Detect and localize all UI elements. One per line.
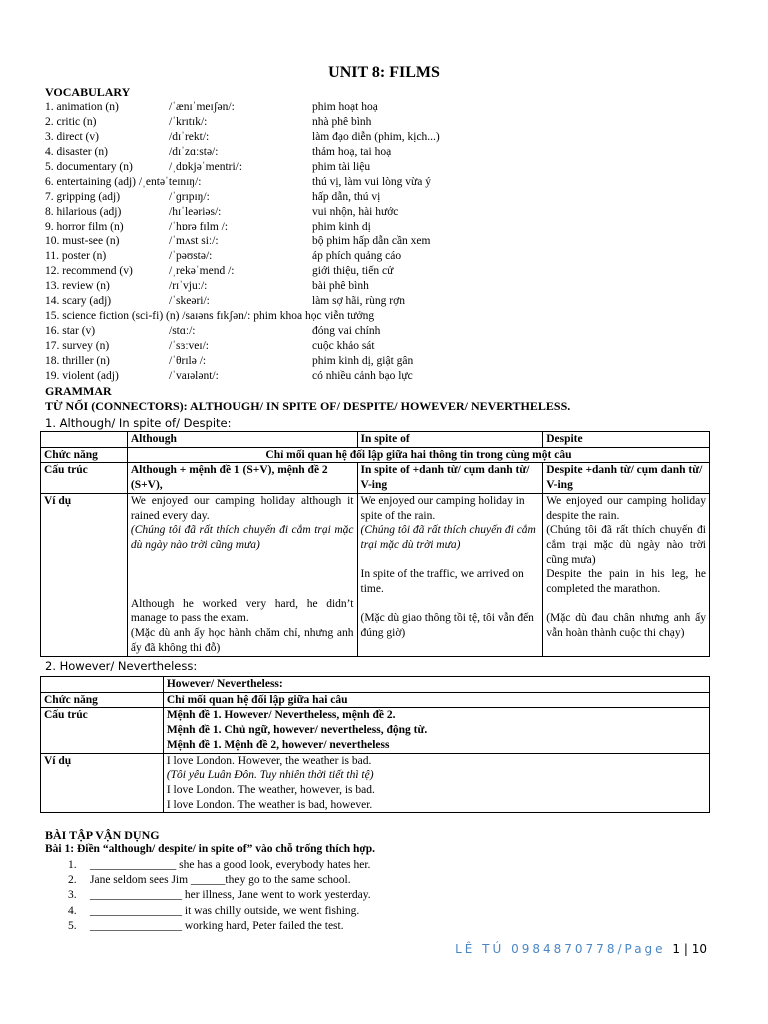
vocab-word: 2. critic (n) [45, 115, 97, 128]
vocab-ipa: /ˈmʌst siː/: [169, 235, 219, 248]
vocab-meaning: phim kinh dị [312, 220, 371, 233]
vocab-meaning: có nhiều cảnh bạo lực [312, 369, 413, 382]
example-sentence: Although he worked very hard, he didn’t manage to pass the exam. [130, 597, 354, 625]
function-label: Chức năng [41, 692, 164, 708]
vocab-item [45, 279, 725, 294]
exercise-text: Jane seldom sees Jim ______they go to the same school. [90, 874, 351, 887]
vocab-meaning: giới thiệu, tiến cử [312, 265, 394, 278]
footer-total-pages: 10 [691, 942, 707, 956]
exercises-heading: BÀI TẬP VẬN DỤNG [45, 828, 160, 842]
vocab-ipa: /stɑː/: [169, 325, 196, 338]
example-translation: (Mặc dù anh ấy học hành chăm chỉ, nhưng anh ấy đã không thi đỗ) [130, 627, 354, 654]
section2-subheading: 2. However/ Nevertheless: [45, 659, 198, 673]
vocab-item [45, 234, 725, 249]
example-sentence: We enjoyed our camping holiday in spite of the rain. [360, 494, 525, 522]
vocab-item [45, 175, 725, 190]
table-row [41, 753, 710, 813]
example-translation: (Tôi yêu Luân Đôn. Tuy nhiên thời tiết thì tệ) [166, 769, 374, 782]
vocab-item [45, 220, 725, 235]
vocab-ipa: /dɪˈzɑːstə/: [169, 145, 219, 158]
vocab-item [45, 100, 725, 115]
vocab-word: 7. gripping (adj) [45, 190, 121, 203]
vocab-ipa: /rɪˈvjuː/: [169, 280, 208, 293]
vocab-meaning: hấp dẫn, thú vị [312, 190, 381, 203]
vocab-ipa: /ˈpəʊstə/: [169, 250, 213, 263]
grammar-heading: GRAMMAR [45, 384, 112, 398]
connectors-heading: TỪ NỐI (CONNECTORS): ALTHOUGH/ IN SPITE OF/ DESPITE/ HOWEVER/ NEVERTHELESS. [45, 399, 571, 413]
table-row [41, 677, 710, 693]
structure-cell [163, 708, 709, 753]
vocab-meaning: đóng vai chính [312, 325, 381, 338]
example-sentence: In spite of the traffic, we arrived on time. [360, 568, 524, 596]
vocab-meaning: phim kinh dị, giật gân [312, 354, 414, 367]
vocab-ipa: /ˌdɒkjəˈmentri/: [169, 160, 243, 173]
vocab-word: 8. hilarious (adj) [45, 205, 122, 218]
example-translation: (Chúng tôi đã rất thích chuyến đi cắm trại mặc dù ngày nào trời cũng mưa) [546, 524, 706, 566]
structure-label: Cấu trúc [41, 463, 128, 493]
page-footer [455, 942, 707, 956]
header-in-spite-of: In spite of [357, 432, 543, 448]
footer-page-number: 1 [672, 942, 681, 956]
vocab-word: 5. documentary (n) [45, 160, 133, 173]
table-row [41, 493, 710, 656]
example-sentence: We enjoyed our camping holiday although it rained every day. [130, 494, 354, 522]
example-despite [543, 493, 710, 656]
example-sentence: I love London. However, the weather is bad. [166, 754, 372, 767]
vocab-ipa: /hɪˈleəriəs/: [169, 205, 222, 218]
vocab-ipa: /dɪˈrekt/: [169, 130, 210, 143]
example-label: Ví dụ [41, 493, 128, 656]
vocab-word: 15. science fiction (sci-fi) (n) /saɪəns fɪkʃən/: phim khoa học viễn tưởng [45, 310, 375, 323]
structure-despite: Despite +danh từ/ cụm danh từ/ V-ing [543, 463, 710, 493]
exercise-number: 5. [68, 919, 77, 932]
exercise-text: ________________ her illness, Jane went to work yesterday. [90, 889, 371, 902]
exercise-item [68, 919, 371, 934]
footer-author: LÊ TÚ 0984870778/Page [455, 942, 666, 956]
vocab-meaning: làm đạo diễn (phim, kịch...) [312, 130, 440, 143]
vocab-word: 10. must-see (n) [45, 235, 120, 248]
example-in-spite-of [357, 493, 543, 656]
vocab-meaning: vui nhộn, hài hước [312, 205, 399, 218]
exercise-list [68, 858, 371, 934]
vocab-ipa: /ˈænɪˈmeɪʃən/: [169, 101, 235, 113]
vocab-word: 16. star (v) [45, 325, 96, 338]
vocab-item [45, 145, 725, 160]
vocab-ipa: /ˈθrɪlə /: [169, 354, 207, 367]
vocab-word: 12. recommend (v) [45, 265, 133, 278]
exercise-instruction: Bài 1: Điền “although/ despite/ in spite of” vào chỗ trống thích hợp. [45, 843, 376, 855]
vocab-item [45, 115, 725, 130]
exercise-item [68, 888, 371, 903]
connectors-table-1 [40, 431, 710, 657]
vocab-word: 11. poster (n) [45, 250, 107, 263]
vocab-item [45, 324, 725, 339]
exercise-item [68, 873, 371, 888]
vocab-meaning: phim hoạt hoạ [312, 101, 378, 113]
structure-line: Mệnh đề 1. However/ Nevertheless, mệnh đề 2. [166, 709, 396, 722]
vocab-item [45, 339, 725, 354]
table-row [41, 708, 710, 753]
exercise-number: 4. [68, 904, 77, 917]
example-translation: (Mặc dù đau chân nhưng anh ấy vẫn hoàn thành cuộc thi chạy) [546, 612, 706, 640]
structure-in-spite-of: In spite of +danh từ/ cụm danh từ/ V-ing [357, 463, 543, 493]
vocab-meaning: cuộc khảo sát [312, 340, 375, 352]
vocabulary-heading: VOCABULARY [45, 85, 131, 99]
function-text: Chỉ mối quan hệ đối lập giữa hai thông tin trong cùng một câu [127, 447, 709, 463]
vocab-item [45, 264, 725, 279]
exercise-text: ________________ it was chilly outside, we went fishing. [90, 904, 360, 917]
header-although: Although [127, 432, 357, 448]
table-cell [41, 677, 164, 693]
example-cell [163, 753, 709, 813]
vocab-ipa: /ˈkrɪtɪk/: [169, 115, 208, 128]
example-sentence: Despite the pain in his leg, he completed the marathon. [546, 568, 706, 596]
vocab-ipa: /ˈskeəri/: [169, 295, 210, 308]
section1-subheading: 1. Although/ In spite of/ Despite: [45, 416, 232, 430]
structure-line: Mệnh đề 1. Chủ ngữ, however/ nevertheless, động từ. [166, 724, 428, 737]
example-translation: (Chúng tôi đã rất thích chuyến đi cắm trại mặc dù trời mưa) [360, 524, 536, 551]
exercise-item [68, 858, 371, 873]
example-translation: (Chúng tôi đã rất thích chuyến đi cắm trại mặc dù ngày nào trời cũng mưa) [130, 524, 354, 551]
vocab-word: 3. direct (v) [45, 130, 99, 143]
structure-although: Although + mệnh đề 1 (S+V), mệnh đề 2 (S+V), [127, 463, 357, 493]
vocab-meaning: phim tài liệu [312, 160, 371, 173]
vocab-item [45, 249, 725, 264]
header-however: However/ Nevertheless: [163, 677, 709, 693]
function-text: Chỉ mối quan hệ đối lập giữa hai câu [163, 692, 709, 708]
table-cell [41, 432, 128, 448]
vocab-item [45, 294, 725, 309]
vocab-meaning: bài phê bình [312, 280, 369, 293]
vocab-item [45, 160, 725, 175]
vocab-meaning: làm sợ hãi, rùng rợn [312, 295, 405, 308]
exercise-item [68, 904, 371, 919]
example-sentence: I love London. The weather is bad, however. [166, 798, 373, 811]
vocab-meaning: thảm hoạ, tai hoạ [312, 145, 392, 158]
vocab-word: 17. survey (n) [45, 340, 110, 352]
table-row [41, 432, 710, 448]
table-row [41, 447, 710, 463]
footer-separator: | [683, 942, 688, 956]
vocab-ipa: /ˈɡrɪpɪŋ/: [169, 190, 210, 203]
vocab-meaning: thú vị, làm vui lòng vừa ý [312, 175, 431, 188]
structure-label: Cấu trúc [41, 708, 164, 753]
exercise-text: ________________ working hard, Peter failed the test. [90, 919, 344, 932]
vocab-ipa: /ˈvaɪələnt/: [169, 369, 219, 382]
vocab-word: 18. thriller (n) [45, 354, 110, 367]
vocab-meaning: nhà phê bình [312, 115, 372, 128]
vocab-item [45, 369, 725, 384]
vocab-ipa: /ˌrekəˈmend /: [169, 265, 235, 278]
vocab-item [45, 130, 725, 145]
vocab-word: 1. animation (n) [45, 101, 119, 113]
vocab-item [45, 354, 725, 369]
connectors-table-2 [40, 676, 710, 813]
table-row [41, 463, 710, 493]
vocab-item [45, 205, 725, 220]
structure-line: Mệnh đề 1. Mệnh đề 2, however/ nevertheless [166, 738, 390, 751]
exercise-number: 1. [68, 859, 77, 871]
vocab-ipa: /ˈsɜːveɪ/: [169, 340, 209, 352]
table-row [41, 692, 710, 708]
vocab-word: 6. entertaining (adj) /ˌentəˈteɪnɪŋ/: [45, 175, 202, 188]
vocab-ipa: /ˈhɒrə fɪlm /: [169, 220, 229, 233]
vocab-word: 14. scary (adj) [45, 295, 112, 308]
vocab-word: 13. review (n) [45, 280, 110, 293]
vocabulary-list [45, 100, 725, 384]
vocab-meaning: bộ phim hấp dẫn cần xem [312, 235, 431, 248]
vocab-word: 4. disaster (n) [45, 145, 108, 158]
example-translation: (Mặc dù giao thông tồi tệ, tôi vẫn đến đúng giờ) [360, 612, 534, 640]
exercise-number: 2. [68, 874, 77, 887]
function-label: Chức năng [41, 447, 128, 463]
example-label: Ví dụ [41, 753, 164, 813]
header-despite: Despite [543, 432, 710, 448]
exercise-number: 3. [68, 889, 77, 902]
example-sentence: We enjoyed our camping holiday despite the rain. [546, 494, 706, 522]
vocab-item [45, 309, 725, 324]
page-title: UNIT 8: FILMS [328, 64, 440, 81]
vocab-word: 19. violent (adj) [45, 369, 119, 382]
example-although [127, 493, 357, 656]
example-sentence: I love London. The weather, however, is bad. [166, 783, 375, 796]
exercise-text: _______________ she has a good look, everybody hates her. [90, 859, 371, 871]
vocab-word: 9. horror film (n) [45, 220, 124, 233]
vocab-item [45, 190, 725, 205]
vocab-meaning: áp phích quảng cáo [312, 250, 402, 263]
